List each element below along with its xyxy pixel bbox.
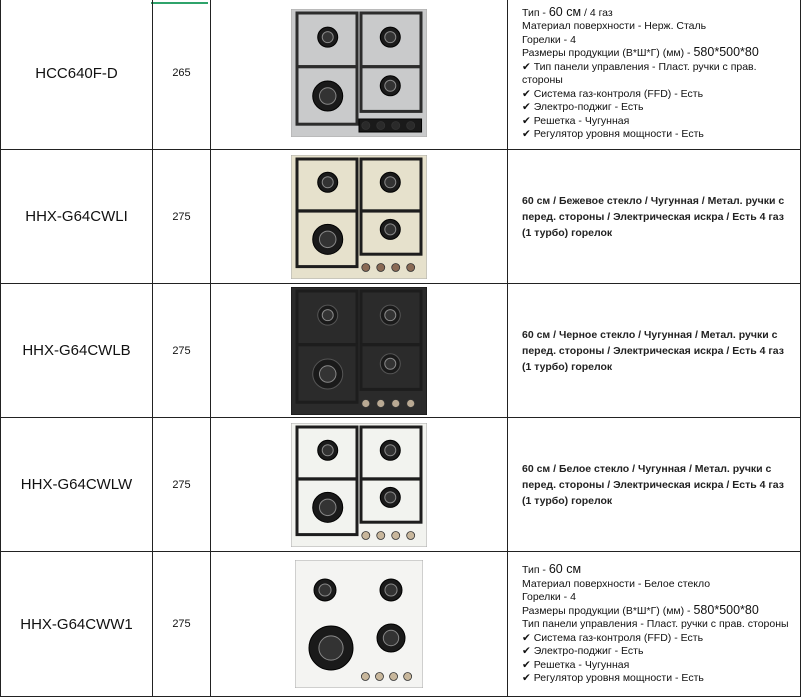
hob-panel xyxy=(291,287,427,415)
spec-line: ✔ Регулятор уровня мощности - Есть xyxy=(522,128,704,140)
burner-cap xyxy=(319,499,336,516)
spec-line: Горелки - 4 xyxy=(522,33,576,46)
hob-image xyxy=(295,560,423,688)
model-name: HCC640F-D xyxy=(1,0,153,150)
burner-cap xyxy=(385,32,396,43)
control-knob xyxy=(375,673,383,681)
spec-line: Тип - 60 см xyxy=(522,562,582,577)
burner-cap xyxy=(319,584,331,596)
spec-cell xyxy=(508,0,801,150)
spec-text: 60 см / Белое стекло / Чугунная / Метал. ручки с перед. стороны / Электрическая искра / Есть 4 газ (1 турбо) горелок xyxy=(522,462,784,507)
spec-line: Материал поверхности - Белое стекло xyxy=(522,577,711,590)
control-knob xyxy=(407,399,415,407)
burner-cap xyxy=(322,32,333,43)
control-knob xyxy=(377,531,385,539)
spec-line: Размеры продукции (В*Ш*Г) (мм) - 580*500*80 xyxy=(522,602,759,617)
spec-line: ✔ Тип панели управления - Пласт. ручки с прав. xyxy=(522,60,757,73)
price-cell: 275 xyxy=(153,284,211,418)
price-cell: 265 xyxy=(153,0,211,150)
control-knob xyxy=(392,399,400,407)
hob-image xyxy=(291,423,427,547)
control-knob xyxy=(390,673,398,681)
price-cell: 275 xyxy=(153,150,211,284)
spec-line: ✔ Регулятор уровня мощности - Есть xyxy=(522,672,704,685)
product-row xyxy=(1,284,801,418)
control-knob xyxy=(362,122,370,130)
spec-line: Материал поверхности - Нерж. Сталь xyxy=(522,20,707,32)
burner-cap xyxy=(385,358,396,369)
control-knob xyxy=(362,263,370,271)
burner-cap xyxy=(319,88,336,105)
control-knob xyxy=(362,399,370,407)
spec-cell xyxy=(508,150,801,284)
product-image-cell xyxy=(211,418,508,552)
burner-cap xyxy=(385,491,396,502)
burner-cap xyxy=(322,176,333,187)
control-knob xyxy=(377,122,385,130)
hob-panel xyxy=(295,560,423,688)
spec-line: ✔ Решетка - Чугунная xyxy=(522,658,630,671)
burner-cap xyxy=(385,444,396,455)
spec-cell xyxy=(508,552,801,697)
spec-text: 60 см / Черное стекло / Чугунная / Метал. ручки с перед. стороны / Электрическая искра / Есть 4 газ (1 турбо) горелок xyxy=(522,328,784,373)
model-name: HHX-G64CWW1 xyxy=(1,552,153,697)
product-image-cell xyxy=(211,552,508,697)
control-knob xyxy=(362,531,370,539)
control-knob xyxy=(392,263,400,271)
burner-cap xyxy=(385,584,397,596)
spec-line: ✔ Электро-поджиг - Есть xyxy=(522,645,644,658)
model-name: HHX-G64CWLB xyxy=(1,284,153,418)
spec-line: ✔ Электро-поджиг - Есть xyxy=(522,101,644,113)
hob-panel xyxy=(291,155,427,279)
product-row xyxy=(1,150,801,284)
product-image-cell xyxy=(211,0,508,150)
spec-cell xyxy=(508,284,801,418)
burner-cap xyxy=(322,309,333,320)
hob-panel xyxy=(291,9,427,137)
burner-cap xyxy=(383,630,398,645)
control-knob xyxy=(392,531,400,539)
burner-cap xyxy=(319,636,343,660)
control-knob xyxy=(377,399,385,407)
burner-cap xyxy=(385,176,396,187)
control-knob xyxy=(407,122,415,130)
control-knob xyxy=(361,673,369,681)
product-row xyxy=(1,552,801,697)
burner-cap xyxy=(385,223,396,234)
price-cell: 275 xyxy=(153,418,211,552)
hob-image xyxy=(291,287,427,415)
control-knob xyxy=(407,263,415,271)
burner-cap xyxy=(319,365,336,382)
spec-line: Тип панели управления - Пласт. ручки с прав. стороны xyxy=(522,618,789,631)
spec-line: ✔ Система газ-контроля (FFD) - Есть xyxy=(522,87,704,100)
control-knob xyxy=(407,531,415,539)
burner-cap xyxy=(322,444,333,455)
spec-line: Горелки - 4 xyxy=(522,591,576,604)
spec-line: Размеры продукции (В*Ш*Г) (мм) - 580*500*80 xyxy=(522,45,759,59)
hob-image xyxy=(291,155,427,279)
product-row xyxy=(1,418,801,552)
burner-cap xyxy=(385,80,396,91)
spec-line: стороны xyxy=(522,74,563,86)
spec-line: ✔ Решетка - Чугунная xyxy=(522,114,630,127)
spec-line: Тип - 60 см / 4 газ xyxy=(522,4,613,19)
spec-line: ✔ Система газ-контроля (FFD) - Есть xyxy=(522,631,704,644)
product-image-cell xyxy=(211,284,508,418)
control-knob xyxy=(377,263,385,271)
price-cell: 275 xyxy=(153,552,211,697)
hob-panel xyxy=(291,423,427,547)
model-name: HHX-G64CWLI xyxy=(1,150,153,284)
product-image-cell xyxy=(211,150,508,284)
burner-cap xyxy=(385,309,396,320)
control-knob xyxy=(392,122,400,130)
product-row xyxy=(1,0,801,150)
control-knob xyxy=(404,673,412,681)
spec-text: 60 см / Бежевое стекло / Чугунная / Метал. ручки с перед. стороны / Электрическая искра / Есть 4 газ (1 турбо) горелок xyxy=(522,194,785,239)
hob-image xyxy=(291,9,427,137)
model-name: HHX-G64CWLW xyxy=(1,418,153,552)
spec-cell xyxy=(508,418,801,552)
burner-cap xyxy=(319,231,336,248)
